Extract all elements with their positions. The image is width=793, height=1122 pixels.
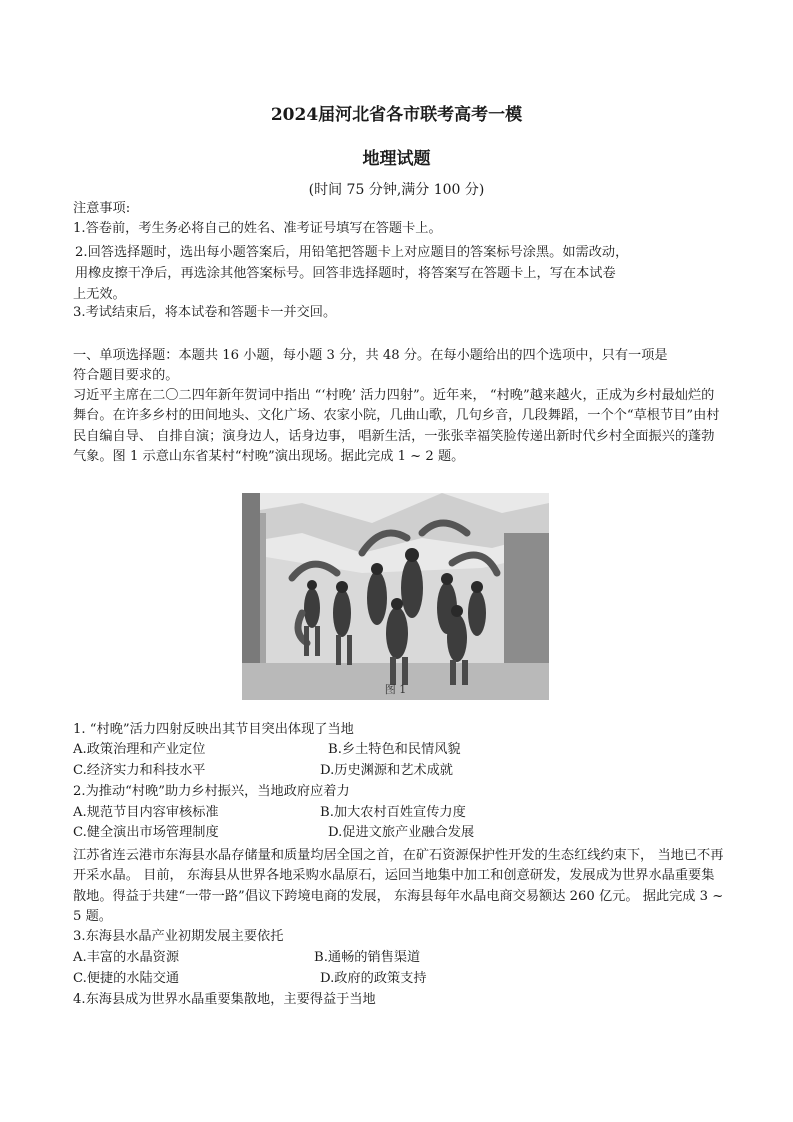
- question-2-stem: 2.为推动“村晚”助力乡村振兴，当地政府应着力: [73, 784, 350, 799]
- question-3-option-c: C.便捷的水陆交通: [73, 971, 180, 986]
- question-3-option-a: A.丰富的水晶资源: [73, 950, 180, 965]
- question-3-option-b: B.通畅的销售渠道: [314, 950, 421, 965]
- village-gala-photo: [242, 493, 549, 700]
- question-1-option-d: D.历史渊源和艺术成就: [320, 763, 453, 778]
- exam-title: 2024届河北省各市联考高考一模: [270, 105, 523, 125]
- question-3-stem: 3.东海县水晶产业初期发展主要依托: [73, 929, 284, 944]
- notice-heading: 注意事项:: [73, 201, 131, 216]
- figure-1-caption: 图 1: [384, 683, 407, 696]
- question-2-option-c: C.健全演出市场管理制度: [73, 825, 219, 840]
- question-1-option-a: A.政策治理和产业定位: [73, 742, 206, 757]
- section-1-heading-line-1: 一、单项选择题：本题共 16 小题，每小题 3 分，共 48 分。在每小题给出的四个选项中，只有一项是: [73, 348, 668, 363]
- question-2-option-b: B.加大农村百姓宣传力度: [320, 805, 466, 820]
- passage-2: 江苏省连云港市东海县水晶存储量和质量均居全国之首，在矿石资源保护性开发的生态红线约束下， 当地已不再开采水晶。 目前， 东海县从世界各地采购水晶原石，运回当地集中加工和创意研发，发展成为世界水晶重要集散地。得益于共建“一带一路”倡议下跨境电商的发展， 东海县每年水晶电商交易额达 260 亿元。 据此完成 3 ~ 5 题。: [73, 848, 724, 925]
- passage-1: 习近平主席在二〇二四年新年贺词中指出 “‘村晚’ 活力四射”。近年来， “村晚”越来越火，正成为乡村最灿烂的舞台。在许多乡村的田间地头、文化广场、农家小院，几曲山歌，几句乡音，几段舞蹈，一个个“草根节目”由村民自编自导、 自排自演；演身边人，话身边事， 唱新生活，一张张幸福笑脸传递出新时代乡村全面振兴的蓬勃气象。图 1 示意山东省某村“村晚”演出现场。据此完成 1 ~ 2 题。: [73, 388, 720, 465]
- section-1-heading-line-2: 符合题目要求的。: [73, 368, 179, 383]
- time-info: (时间 75 分钟,满分 100 分): [308, 182, 485, 198]
- question-4-stem: 4.东海县成为世界水晶重要集散地，主要得益于当地: [73, 992, 376, 1007]
- subject-title: 地理试题: [362, 149, 431, 169]
- notice-item-1: 1.答卷前，考生务必将自己的姓名、准考证号填写在答题卡上。: [73, 221, 442, 236]
- notice-item-2-line-3: 上无效。: [73, 287, 126, 302]
- question-3-option-d: D.政府的政策支持: [320, 971, 427, 986]
- question-1-option-c: C.经济实力和科技水平: [73, 763, 206, 778]
- notice-item-2-line-1: 2.回答选择题时，选出每小题答案后，用铅笔把答题卡上对应题目的答案标号涂黑。如需改动，: [75, 245, 629, 260]
- question-2-option-d: D.促进文旅产业融合发展: [328, 825, 475, 840]
- notice-item-2-line-2: 用橡皮擦干净后，再选涂其他答案标号。回答非选择题时，将答案写在答题卡上，写在本试卷: [75, 266, 616, 281]
- figure-1-photo: [242, 493, 549, 700]
- question-1-stem: 1. “村晚”活力四射反映出其节目突出体现了当地: [73, 722, 354, 737]
- question-2-option-a: A.规范节目内容审核标准: [73, 805, 219, 820]
- notice-item-3: 3.考试结束后，将本试卷和答题卡一并交回。: [73, 305, 337, 320]
- question-1-option-b: B.乡土特色和民情风貌: [328, 742, 461, 757]
